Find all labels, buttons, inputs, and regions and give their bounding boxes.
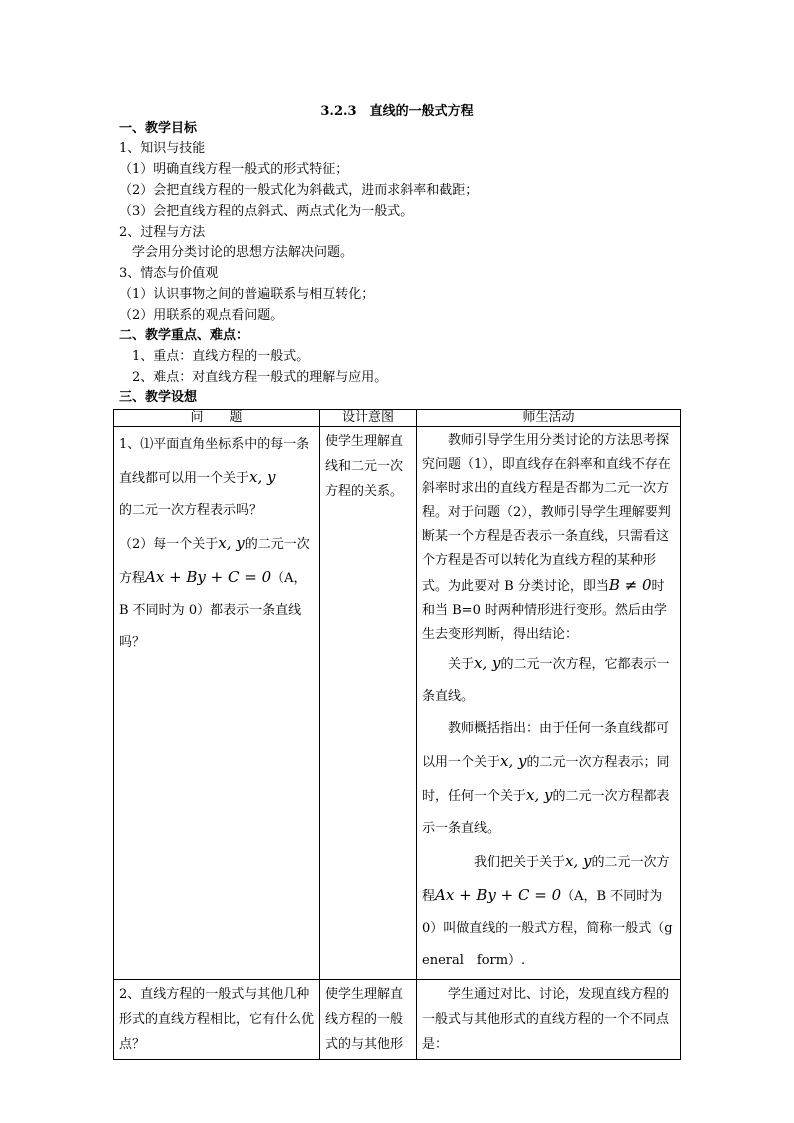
math-inequality: B ≠ 0 — [608, 576, 652, 594]
activity-cell: 学生通过对比、讨论，发现直线方程的一般式与其他形式的直线方程的一个不同点是： — [417, 980, 681, 1060]
math-xy: x, y — [474, 654, 501, 672]
goal-item: （1）认识事物之间的普遍联系与相互转化； — [119, 287, 375, 302]
goal-item: （1）明确直线方程一般式的形式特征； — [119, 162, 349, 177]
math-xy: x, y — [500, 752, 527, 770]
column-header-question: 问 题 — [114, 410, 320, 427]
page-title: 3.2.3 直线的一般式方程 — [320, 104, 474, 119]
subheading-knowledge: 1、知识与技能 — [119, 141, 206, 156]
math-equation: Ax + By + C = 0 — [145, 568, 272, 586]
table-header-row — [114, 410, 681, 427]
section-heading-design: 三、教学设想 — [119, 390, 198, 405]
subheading-values: 3、情态与价值观 — [119, 266, 219, 281]
keypoint-item: 2、难点：对直线方程一般式的理解与应用。 — [119, 370, 388, 385]
math-equation: Ax + By + C = 0 — [435, 886, 562, 904]
math-xy: x, y — [565, 852, 592, 870]
goal-item: （3）会把直线方程的点斜式、两点式化为一般式。 — [119, 204, 414, 219]
goal-item: 学会用分类讨论的思想方法解决问题。 — [119, 245, 354, 260]
question-cell: 2、直线方程的一般式与其他几种形式的直线方程相比，它有什么优点？ — [114, 980, 320, 1060]
keypoint-item: 1、重点：直线方程的一般式。 — [119, 349, 310, 364]
table-row — [114, 427, 681, 980]
math-xy: x, y — [218, 534, 245, 552]
subheading-process: 2、过程与方法 — [119, 225, 206, 240]
intent-cell: 使学生理解直线和二元一次方程的关系。 — [320, 427, 417, 980]
intent-cell: 使学生理解直线方程的一般式的与其他形 — [320, 980, 417, 1060]
column-header-activity: 师生活动 — [417, 410, 681, 427]
question-cell: 1、⑴平面直角坐标系中的每一条直线都可以用一个关于x, y 的二元一次方程表示吗？ （2）每一个关于x, y的二元一次方程Ax + By + C = 0（A，B 不同时为 0）都表示一条直线吗？ — [114, 427, 320, 980]
math-xy: x, y — [249, 468, 276, 486]
table-row — [114, 980, 681, 1060]
teaching-design-table — [113, 409, 681, 1060]
goal-item: （2）用联系的观点看问题。 — [119, 308, 284, 323]
activity-cell: 教师引导学生用分类讨论的方法思考探究问题（1），即直线存在斜率和直线不存在斜率时求出的直线方程是否都为二元一次方程。对于问题（2），教师引导学生理解要判断某一个方程是否表示一条直线，只需看这个方程是否可以转化为直线方程的某种形式。为此要对 B 分类讨论，即当B ≠ 0时和当 B=0 时两种情形进行变形。然后由学生去变形判断，得出结论： 关于x, y的二元一次方程，它都表示一条直线。 教师概括指出：由于任何一条直线都可以用一个关于x, y的二元一次方程表示；同时，任何一个关于x, y的二元一次方程都表示一条直线。 我们把关于关于x, y的二元一次方程Ax + By + C = 0（A，B 不同时为 0）叫做直线的一般式方程，简称一般式（general form）. — [417, 427, 681, 980]
goal-item: （2）会把直线方程的一般式化为斜截式，进而求斜率和截距； — [119, 183, 479, 198]
math-xy: x, y — [526, 786, 553, 804]
column-header-intent: 设计意图 — [320, 410, 417, 427]
section-heading-keypoints: 二、教学重点、难点： — [119, 328, 250, 343]
section-heading-goals: 一、教学目标 — [119, 121, 198, 136]
